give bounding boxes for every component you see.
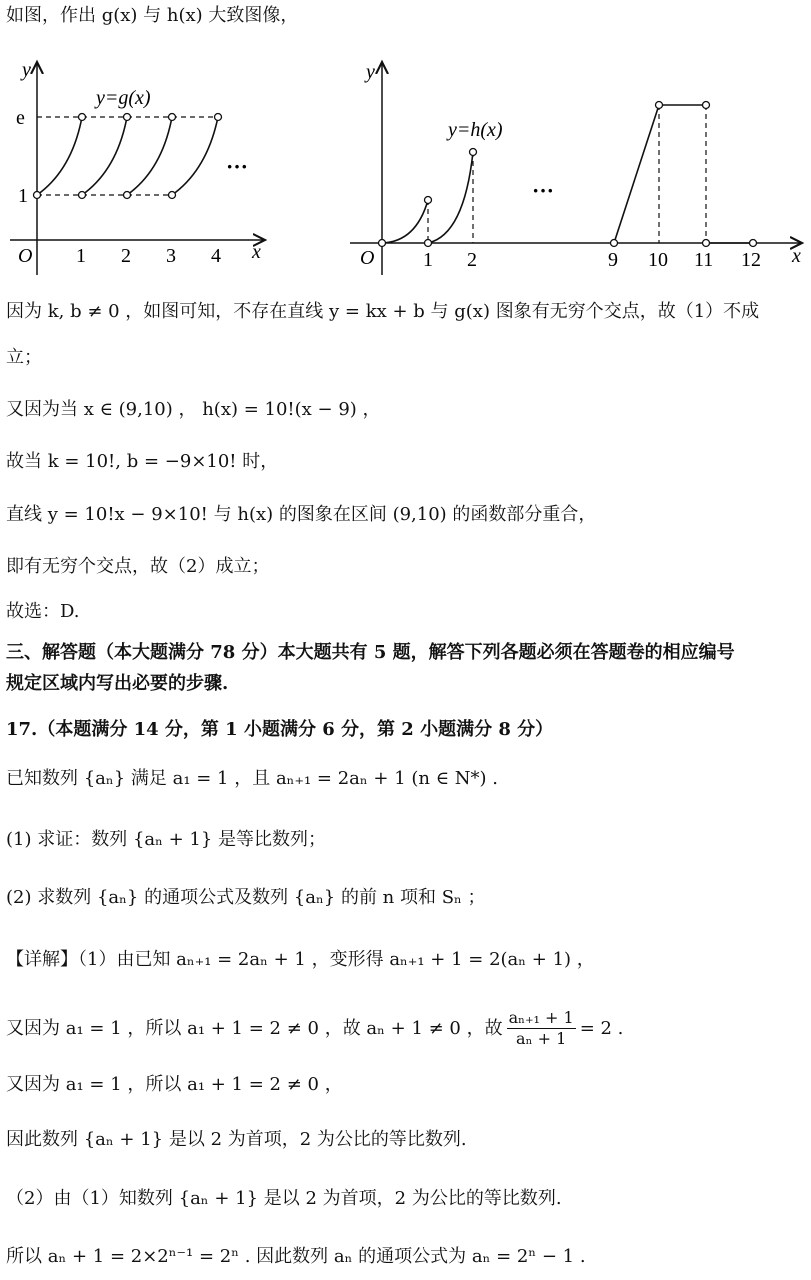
h-point	[425, 240, 432, 247]
h-origin-label: O	[360, 247, 375, 269]
h-xtick-1: 1	[423, 249, 433, 271]
graph-h	[340, 50, 810, 290]
h-xtick-2: 2	[467, 249, 477, 271]
h-point	[703, 240, 710, 247]
h-point	[703, 102, 710, 109]
g-ytick-e: e	[16, 107, 25, 129]
g-curve-1	[37, 117, 82, 195]
g-curve-label: y=g(x)	[96, 87, 151, 109]
detail-line: 又因为 a₁ = 1 ，所以 a₁ + 1 = 2 ≠ 0 ，	[6, 1074, 343, 1095]
h-curve-2	[428, 152, 473, 243]
h-point	[656, 102, 663, 109]
solution-line: 直线 y = 10!x − 9×10! 与 h(x) 的图象在区间 (9,10) 的函数部分重合，	[6, 504, 597, 525]
detail-line: （2）由（1）知数列 {aₙ + 1} 是以 2 为首项，2 为公比的等比数列.	[6, 1188, 562, 1209]
g-point	[79, 114, 86, 121]
h-point	[750, 240, 757, 247]
solution-line: 故当 k = 10!, b = −9×10! 时，	[6, 451, 279, 472]
problem-statement: 已知数列 {aₙ} 满足 a₁ = 1 ，且 aₙ₊₁ = 2aₙ + 1 (n ∈ N*) .	[6, 768, 498, 789]
g-xtick-1: 1	[76, 245, 86, 267]
g-axis-y-label: y	[22, 59, 31, 81]
problem-part-2: (2) 求数列 {aₙ} 的通项公式及数列 {aₙ} 的前 n 项和 Sₙ ；	[6, 887, 486, 908]
fraction	[507, 1008, 576, 1049]
h-curve-label: y=h(x)	[448, 119, 503, 141]
h-xtick-10: 10	[648, 249, 668, 271]
section-heading-cont: 规定区域内写出必要的步骤.	[6, 673, 229, 694]
h-point	[425, 197, 432, 204]
h-point	[611, 240, 618, 247]
g-origin-label: O	[18, 245, 33, 267]
g-axis-x-label: x	[252, 241, 261, 263]
h-axis-y-label: y	[366, 61, 375, 83]
detail-fraction-line	[6, 1008, 623, 1049]
g-point	[124, 192, 131, 199]
g-point	[215, 114, 222, 121]
solution-line: 立；	[6, 347, 42, 368]
g-curve-3	[127, 117, 172, 195]
h-xtick-9: 9	[608, 249, 618, 271]
h-curve-1	[382, 200, 428, 243]
problem-number: 17.（本题满分 14 分，第 1 小题满分 6 分，第 2 小题满分 8 分）	[6, 719, 554, 740]
h-point	[379, 240, 386, 247]
graph-g	[0, 50, 300, 290]
g-point	[169, 114, 176, 121]
fraction-result: = 2 .	[579, 1017, 624, 1039]
solution-line: 因为 k, b ≠ 0 ，如图可知，不存在直线 y = kx + b 与 g(x) 图象有无穷个交点，故（1）不成	[6, 301, 760, 322]
g-xtick-4: 4	[211, 245, 221, 267]
h-xtick-11: 11	[694, 249, 714, 271]
section-heading: 三、解答题（本大题满分 78 分）本大题共有 5 题，解答下列各题必须在答题卷的相应编号	[6, 642, 735, 663]
g-point	[34, 192, 41, 199]
g-ellipsis: ···	[226, 154, 249, 179]
g-xtick-3: 3	[166, 245, 176, 267]
problem-part-1: (1) 求证：数列 {aₙ + 1} 是等比数列；	[6, 829, 327, 850]
h-line-9-10	[614, 105, 659, 243]
g-curve-4	[172, 117, 218, 195]
g-ytick-1: 1	[18, 185, 28, 207]
h-xtick-12: 12	[741, 249, 761, 271]
g-point	[169, 192, 176, 199]
detail-line: 因此数列 {aₙ + 1} 是以 2 为首项，2 为公比的等比数列.	[6, 1129, 467, 1150]
answer-line: 故选：D.	[6, 601, 80, 622]
detail-line: 所以 aₙ + 1 = 2×2ⁿ⁻¹ = 2ⁿ . 因此数列 aₙ 的通项公式为 aₙ = 2ⁿ − 1 .	[6, 1246, 586, 1267]
g-curve-2	[82, 117, 127, 195]
intro-line: 如图，作出 g(x) 与 h(x) 大致图像，	[6, 5, 299, 26]
solution-line: 又因为当 x ∈ (9,10) ， h(x) = 10!(x − 9) ，	[6, 399, 381, 420]
h-ellipsis: ···	[532, 178, 555, 203]
g-xtick-2: 2	[121, 245, 131, 267]
h-point	[470, 149, 477, 156]
g-point	[124, 114, 131, 121]
detail-fraction-text: 又因为 a₁ = 1 ，所以 a₁ + 1 = 2 ≠ 0 ，故 aₙ + 1 ≠ 0 ，故	[6, 1017, 503, 1039]
fraction-numerator: aₙ₊₁ + 1	[508, 1008, 574, 1027]
h-axis-x-label: x	[792, 245, 801, 267]
g-point	[79, 192, 86, 199]
detail-line: 【详解】（1）由已知 aₙ₊₁ = 2aₙ + 1 ，变形得 aₙ₊₁ + 1 = 2(aₙ + 1) ，	[6, 949, 595, 970]
solution-line: 即有无穷个交点，故（2）成立；	[6, 556, 270, 577]
fraction-denominator: aₙ + 1	[516, 1029, 567, 1048]
